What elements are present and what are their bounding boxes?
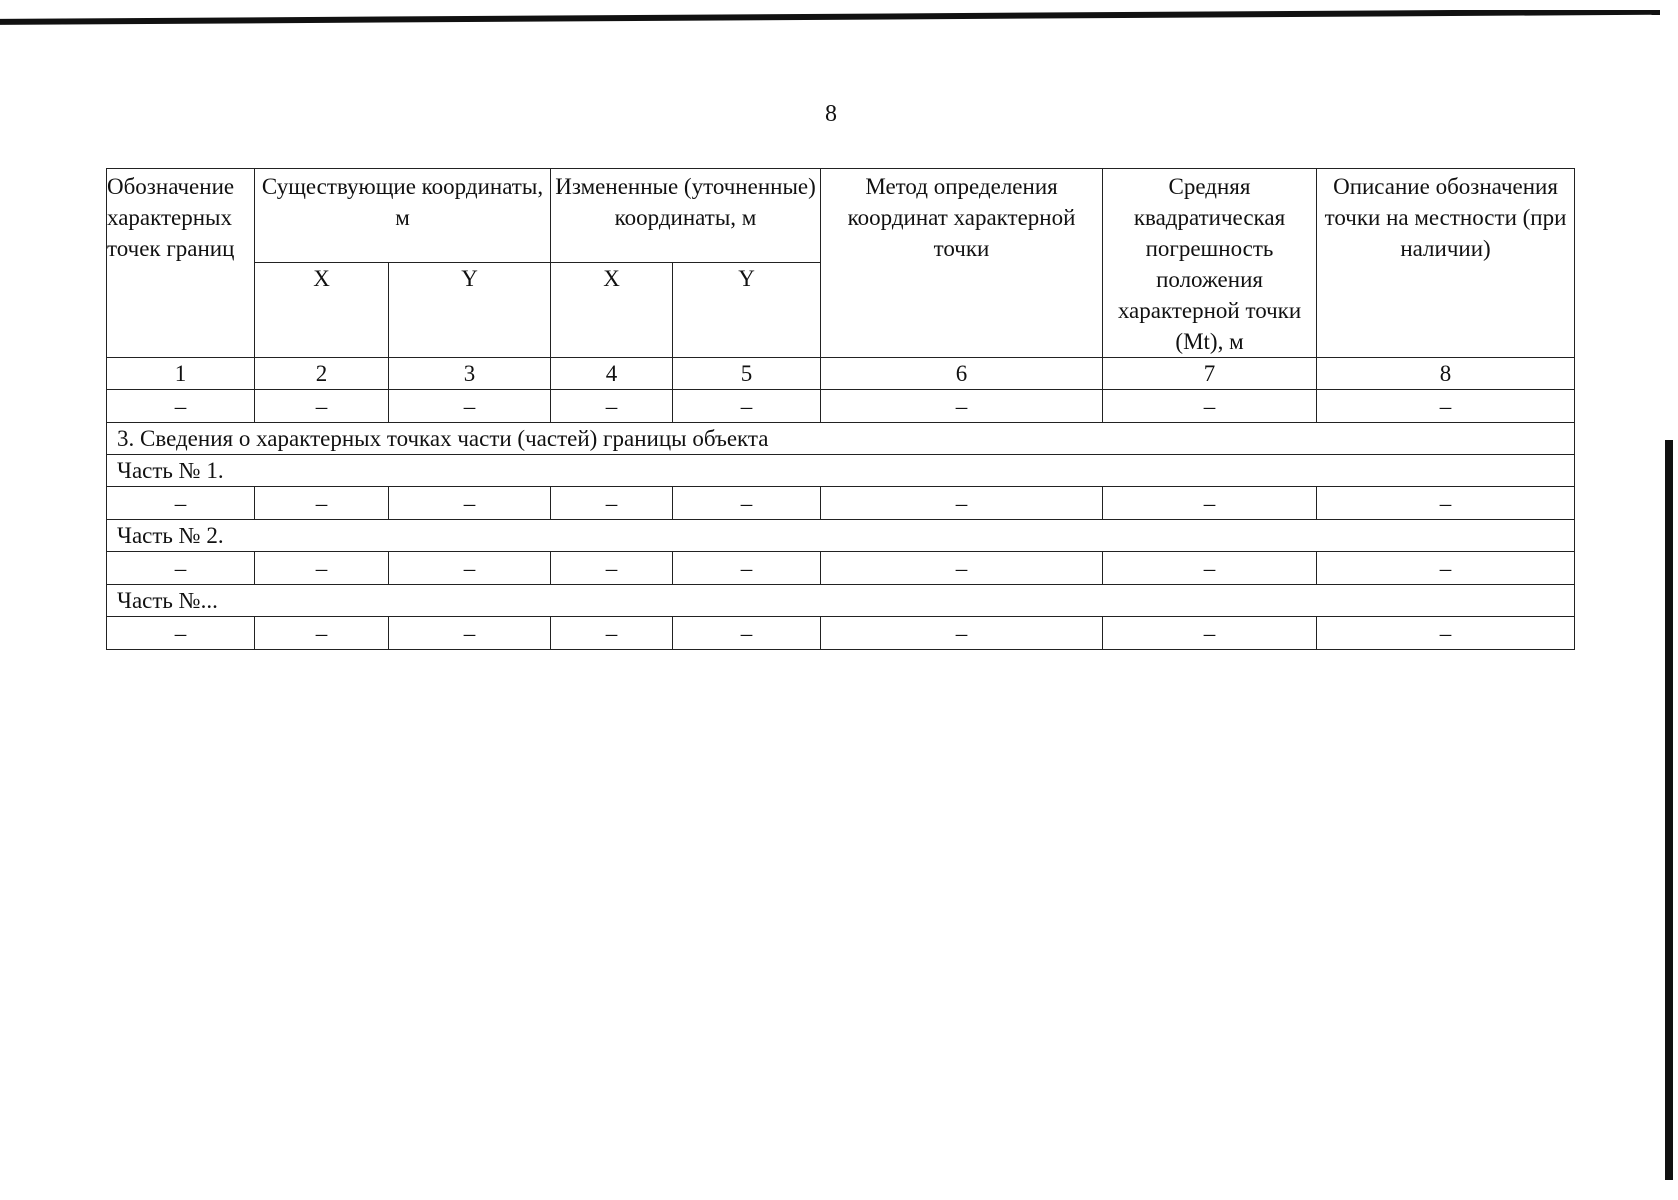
part-row [107, 520, 1575, 552]
empty-cell: – [1317, 617, 1575, 650]
empty-cell: – [1317, 390, 1575, 423]
empty-cell: – [673, 390, 821, 423]
empty-cell: – [389, 390, 551, 423]
empty-cell: – [255, 617, 389, 650]
empty-cell: – [673, 552, 821, 585]
header-changed-y: Y [673, 263, 821, 358]
empty-cell: – [107, 552, 255, 585]
table-row [107, 617, 1575, 650]
header-existing-y: Y [389, 263, 551, 358]
scan-top-edge [0, 10, 1660, 28]
empty-cell: – [1317, 487, 1575, 520]
page-number: 8 [825, 101, 837, 127]
empty-cell: – [673, 617, 821, 650]
column-number: 2 [255, 358, 389, 390]
empty-cell: – [107, 390, 255, 423]
header-changed-x: X [551, 263, 673, 358]
column-number: 7 [1103, 358, 1317, 390]
empty-cell: – [107, 487, 255, 520]
column-number-row [107, 358, 1575, 390]
empty-cell: – [551, 487, 673, 520]
header-existing-coordinates: Существующие координаты, м [255, 169, 551, 263]
empty-cell: – [551, 390, 673, 423]
empty-cell: – [1103, 390, 1317, 423]
empty-cell: – [1103, 552, 1317, 585]
empty-cell: – [255, 552, 389, 585]
empty-cell: – [1317, 552, 1575, 585]
column-number: 3 [389, 358, 551, 390]
table-row [107, 552, 1575, 585]
table-row [107, 487, 1575, 520]
part-label: Часть № 2. [107, 520, 1575, 552]
column-number: 4 [551, 358, 673, 390]
empty-cell: – [551, 617, 673, 650]
empty-cell: – [821, 552, 1103, 585]
empty-cell: – [389, 487, 551, 520]
section-title: 3. Сведения о характерных точках части (частей) границы объекта [107, 423, 1575, 455]
part-label: Часть № 1. [107, 455, 1575, 487]
header-description: Описание обозначения точки на местности (при наличии) [1317, 169, 1575, 358]
scan-right-edge [1665, 440, 1673, 1180]
table-row [107, 390, 1575, 423]
empty-cell: – [1103, 487, 1317, 520]
empty-cell: – [551, 552, 673, 585]
header-row-top [107, 169, 1575, 263]
empty-cell: – [821, 617, 1103, 650]
header-accuracy: Средняя квадратическая погрешность положения характерной точки (Mt), м [1103, 169, 1317, 358]
empty-cell: – [821, 390, 1103, 423]
coordinates-table [106, 168, 1575, 650]
column-number: 5 [673, 358, 821, 390]
header-point-designation: Обозначение характерных точек границ [107, 169, 255, 358]
empty-cell: – [107, 617, 255, 650]
header-existing-x: X [255, 263, 389, 358]
header-changed-coordinates: Измененные (уточненные) координаты, м [551, 169, 821, 263]
empty-cell: – [821, 487, 1103, 520]
empty-cell: – [255, 487, 389, 520]
part-row [107, 585, 1575, 617]
empty-cell: – [1103, 617, 1317, 650]
part-label: Часть №... [107, 585, 1575, 617]
column-number: 6 [821, 358, 1103, 390]
empty-cell: – [673, 487, 821, 520]
empty-cell: – [389, 552, 551, 585]
column-number: 1 [107, 358, 255, 390]
column-number: 8 [1317, 358, 1575, 390]
section-row [107, 423, 1575, 455]
coordinates-table-wrapper [106, 168, 1574, 650]
part-row [107, 455, 1575, 487]
empty-cell: – [255, 390, 389, 423]
empty-cell: – [389, 617, 551, 650]
header-method: Метод определения координат характерной точки [821, 169, 1103, 358]
